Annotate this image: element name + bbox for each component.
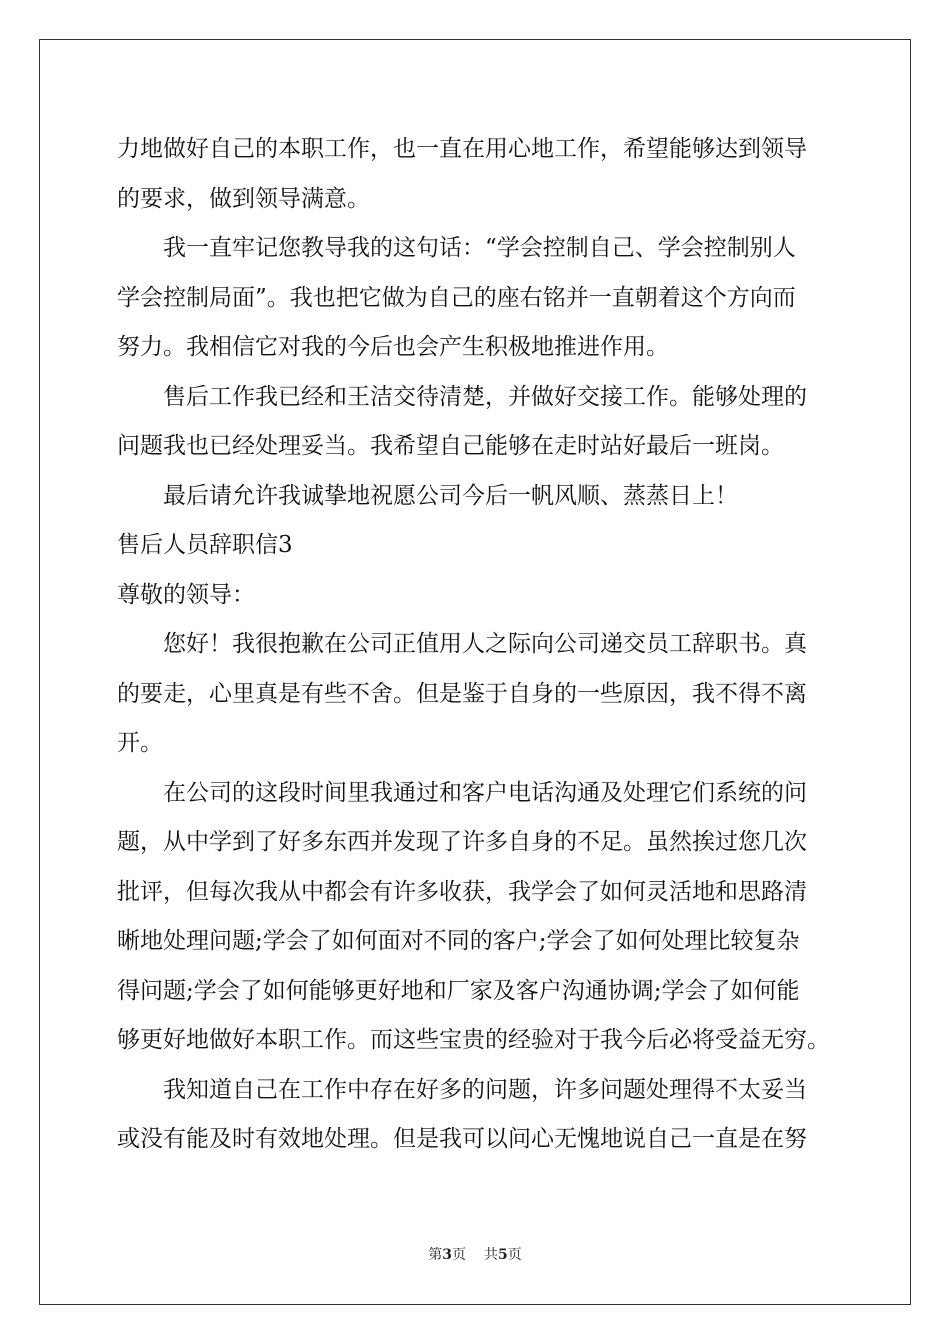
text-line: 开。 xyxy=(117,730,163,756)
text-line: 的要求，做到领导满意。 xyxy=(117,186,370,212)
text-line: 够更好地做好本职工作。而这些宝贵的经验对于我今后必将受益无穷。 xyxy=(117,1027,830,1053)
page-prefix: 第 xyxy=(428,1247,443,1263)
text-line: 问题我也已经处理妥当。我希望自己能够在走时站好最后一班岗。 xyxy=(117,433,784,459)
page-suffix: 页 xyxy=(452,1247,466,1263)
text-line: 最后请允许我诚挚地祝愿公司今后一帆风顺、蒸蒸日上！ xyxy=(163,483,738,509)
text-line: 努力。我相信它对我的今后也会产生积极地推进作用。 xyxy=(117,334,669,360)
text-line: 或没有能及时有效地处理。但是我可以问心无愧地说自己一直是在努 xyxy=(117,1126,807,1152)
text-line: 题，从中学到了好多东西并发现了许多自身的不足。虽然挨过您几次 xyxy=(117,829,807,855)
text-line: 在公司的这段时间里我通过和客户电话沟通及处理它们系统的问 xyxy=(163,780,807,806)
text-line: 得问题;学会了如何能够更好地和厂家及客户沟通协调;学会了如何能 xyxy=(117,978,800,1004)
page-total: 5 xyxy=(498,1247,508,1263)
text-line: 力地做好自己的本职工作，也一直在用心地工作，希望能够达到领导 xyxy=(117,136,807,162)
text-line: 我一直牢记您教导我的这句话：“学会控制自己、学会控制别人 xyxy=(163,235,796,261)
total-prefix: 共 xyxy=(484,1247,498,1263)
text-line: 批评，但每次我从中都会有许多收获，我学会了如何灵活地和思路清 xyxy=(117,879,807,905)
page-current: 3 xyxy=(442,1247,452,1263)
text-line: 的要走，心里真是有些不舍。但是鉴于自身的一些原因，我不得不离 xyxy=(117,681,807,707)
total-suffix: 页 xyxy=(507,1247,522,1263)
text-line: 我知道自己在工作中存在好多的问题，许多问题处理得不太妥当 xyxy=(163,1077,807,1103)
page-footer xyxy=(0,1244,950,1264)
page-border xyxy=(39,39,911,1305)
text-line: 您好！我很抱歉在公司正值用人之际向公司递交员工辞职书。真 xyxy=(163,631,807,657)
text-line: 售后工作我已经和王洁交待清楚，并做好交接工作。能够处理的 xyxy=(163,384,807,410)
section-heading: 售后人员辞职信3 xyxy=(117,532,293,558)
text-line: 晰地处理问题;学会了如何面对不同的客户;学会了如何处理比较复杂 xyxy=(117,928,800,954)
salutation: 尊敬的领导： xyxy=(117,582,255,608)
text-line: 学会控制局面”。我也把它做为自己的座右铭并一直朝着这个方向而 xyxy=(117,285,796,311)
